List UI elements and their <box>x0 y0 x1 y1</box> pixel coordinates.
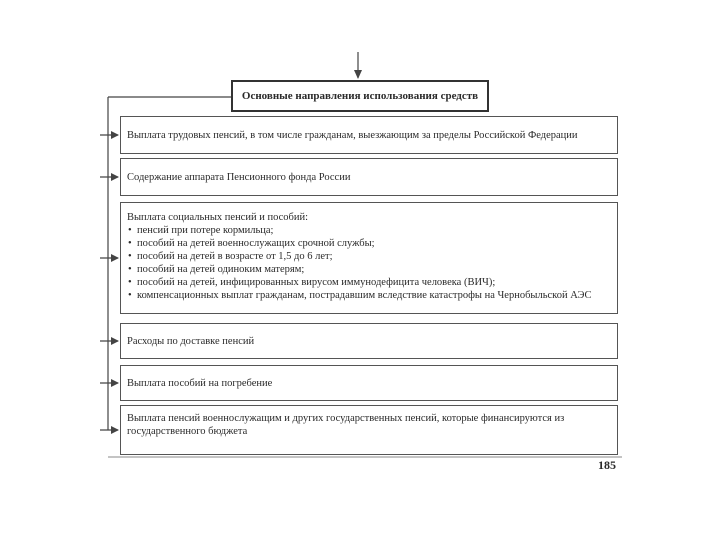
item-text: Расходы по доставке пенсий <box>127 335 255 347</box>
header-box <box>231 80 489 112</box>
item-box-military-pensions <box>120 405 618 455</box>
item-box-fund-maintenance <box>120 158 618 196</box>
item-box-social-pensions <box>120 202 618 314</box>
list-item: • пособий на детей одиноким матерям; <box>127 263 611 276</box>
item-box-labor-pensions <box>120 116 618 154</box>
list-item: • пенсий при потере кормильца; <box>127 224 611 237</box>
item-text: Содержание аппарата Пенсионного фонда России <box>127 171 351 183</box>
item-text: Выплата трудовых пенсий, в том числе гражданам, выезжающим за пределы Российской Федерации <box>127 129 578 141</box>
list-item: • пособий на детей военнослужащих срочной службы; <box>127 237 611 250</box>
item-text: Выплата пособий на погребение <box>127 377 273 389</box>
item-box-delivery-costs <box>120 323 618 359</box>
incoming-arrow-head <box>354 70 362 79</box>
item-box-burial-benefits <box>120 365 618 401</box>
page-number: 185 <box>598 458 616 472</box>
branch-arrow-heads <box>111 131 119 434</box>
list-item: • компенсационных выплат гражданам, пострадавшим вследствие катастрофы на Чернобыльской АЭС <box>127 289 611 302</box>
item-text: Выплата пенсий военнослужащим и других государственных пенсий, которые финансируются из государственного бюджета <box>127 413 565 437</box>
bullet-list <box>127 224 611 302</box>
item-title: Выплата социальных пенсий и пособий: <box>127 212 308 223</box>
header-text: Основные направления использования средств <box>241 89 479 102</box>
list-item: • пособий на детей в возрасте от 1,5 до 6 лет; <box>127 250 611 263</box>
list-item: • пособий на детей, инфицированных вирусом иммунодефицита человека (ВИЧ); <box>127 276 611 289</box>
branch-arrows <box>100 135 118 430</box>
